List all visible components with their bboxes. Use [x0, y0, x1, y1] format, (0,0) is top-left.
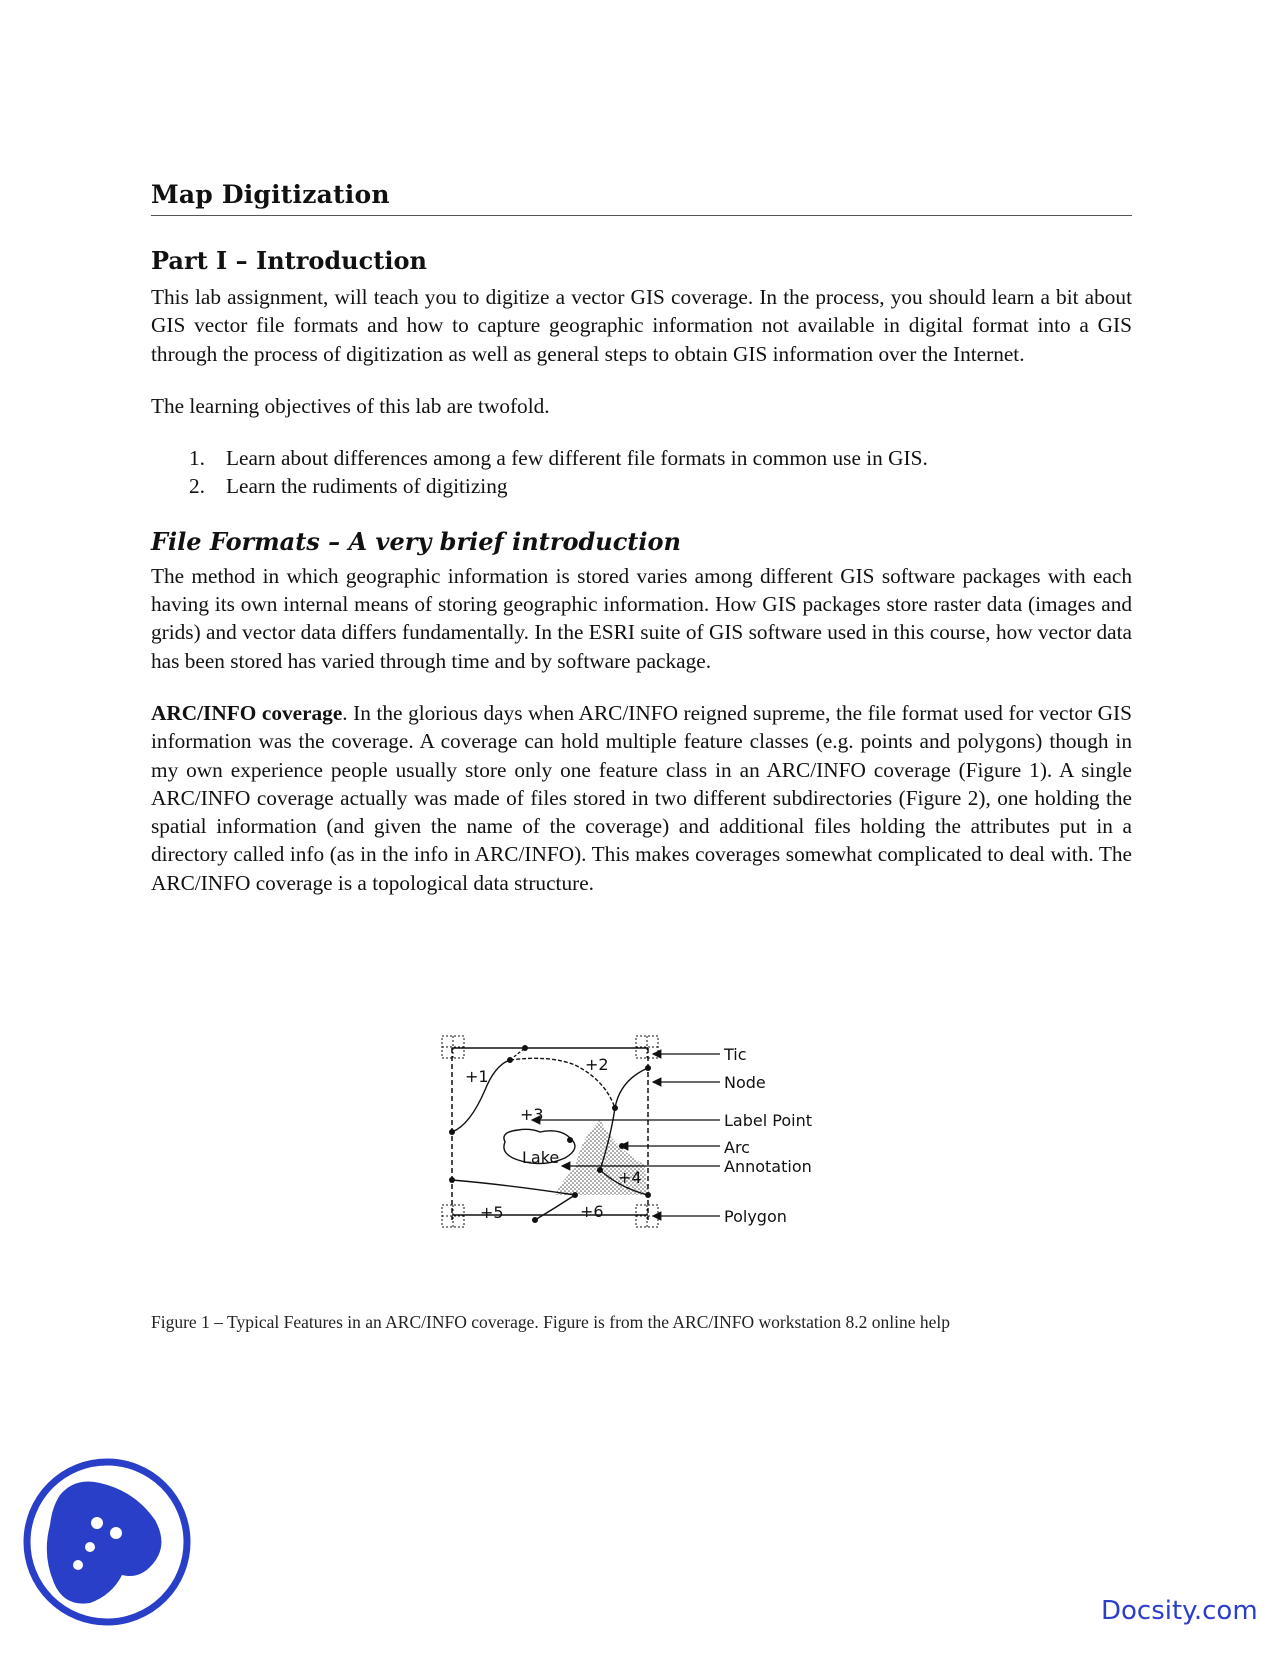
arc-7 [535, 1195, 575, 1220]
arcinfo-text: . In the glorious days when ARC/INFO reigned supreme, the file format used for vector GIS information was the coverage. A coverage can hold multiple feature classes (e.g. points and polygons) though in my own experience people usually store only one feature class in an ARC/INFO coverage (Figure 1). A single ARC/INFO coverage actually was made of files stored in two different subdirectories (Figure 2), one holding the spatial information (and given the name of the coverage) and additional files holding the attributes put in a directory called info (as in the info in ARC/INFO). This makes coverages somewhat complicated to deal with. The ARC/INFO coverage is a topological data structure. [151, 700, 1132, 895]
polygon-label-6: +6 [580, 1202, 604, 1221]
list-item [151, 444, 1132, 472]
tic-bottom-left [442, 1205, 464, 1227]
callout-label-point: Label Point [724, 1111, 812, 1130]
document-body [151, 180, 1132, 897]
page-title: Map Digitization [151, 180, 1132, 216]
figure-caption: Figure 1 – Typical Features in an ARC/INFO coverage. Figure is from the ARC/INFO workstation 8.2 online help [151, 1312, 950, 1332]
intro-paragraph: This lab assignment, will teach you to digitize a vector GIS coverage. In the process, you should learn a bit about GIS vector file formats and how to capture geographic information not available in digital format into a GIS through the process of digitization as well as general steps to obtain GIS information over the Internet. [151, 285, 1132, 366]
list-number: 2. [189, 474, 205, 499]
polygon-label-2: +2 [585, 1055, 609, 1074]
list-text: Learn the rudiments of digitizing [226, 474, 508, 499]
polygon-label-5: +5 [480, 1203, 504, 1222]
part-heading: Part I – Introduction [151, 246, 427, 275]
arc-6 [452, 1180, 575, 1195]
docsity-watermark[interactable]: Docsity.com [1101, 1596, 1258, 1626]
arcinfo-term: ARC/INFO coverage [151, 700, 343, 725]
objectives-intro: The learning objectives of this lab are twofold. [151, 393, 550, 418]
list-number: 1. [189, 446, 205, 471]
arc-4 [615, 1068, 648, 1108]
tic-top-left [442, 1036, 464, 1058]
docsity-logo-icon [20, 1455, 195, 1630]
lake-annotation: Lake [522, 1148, 560, 1167]
callout-annotation: Annotation [724, 1157, 812, 1176]
polygon-label-1: +1 [465, 1067, 489, 1086]
file-formats-heading: File Formats – A very brief introduction [151, 526, 681, 556]
callout-node: Node [724, 1073, 766, 1092]
list-text: Learn about differences among a few different file formats in common use in GIS. [226, 446, 928, 471]
arcinfo-paragraph [151, 699, 1132, 897]
polygon-label-3: +3 [520, 1105, 544, 1124]
tic-top-right [636, 1036, 658, 1058]
callout-arc: Arc [724, 1138, 750, 1157]
objectives-list [151, 444, 1132, 501]
coverage-diagram [430, 1020, 850, 1260]
callout-polygon: Polygon [724, 1207, 787, 1226]
polygon-label-4: +4 [618, 1168, 642, 1187]
list-item [151, 472, 1132, 500]
coverage-figure [430, 1020, 850, 1260]
callout-tic: Tic [724, 1045, 747, 1064]
file-formats-paragraph: The method in which geographic information is stored varies among different GIS software packages with each having its own internal means of storing geographic information. How GIS packages store raster data (images and grids) and vector data differs fundamentally. In the ESRI suite of GIS software used in this course, how vector data has been stored has varied through time and by software package. [151, 563, 1132, 673]
